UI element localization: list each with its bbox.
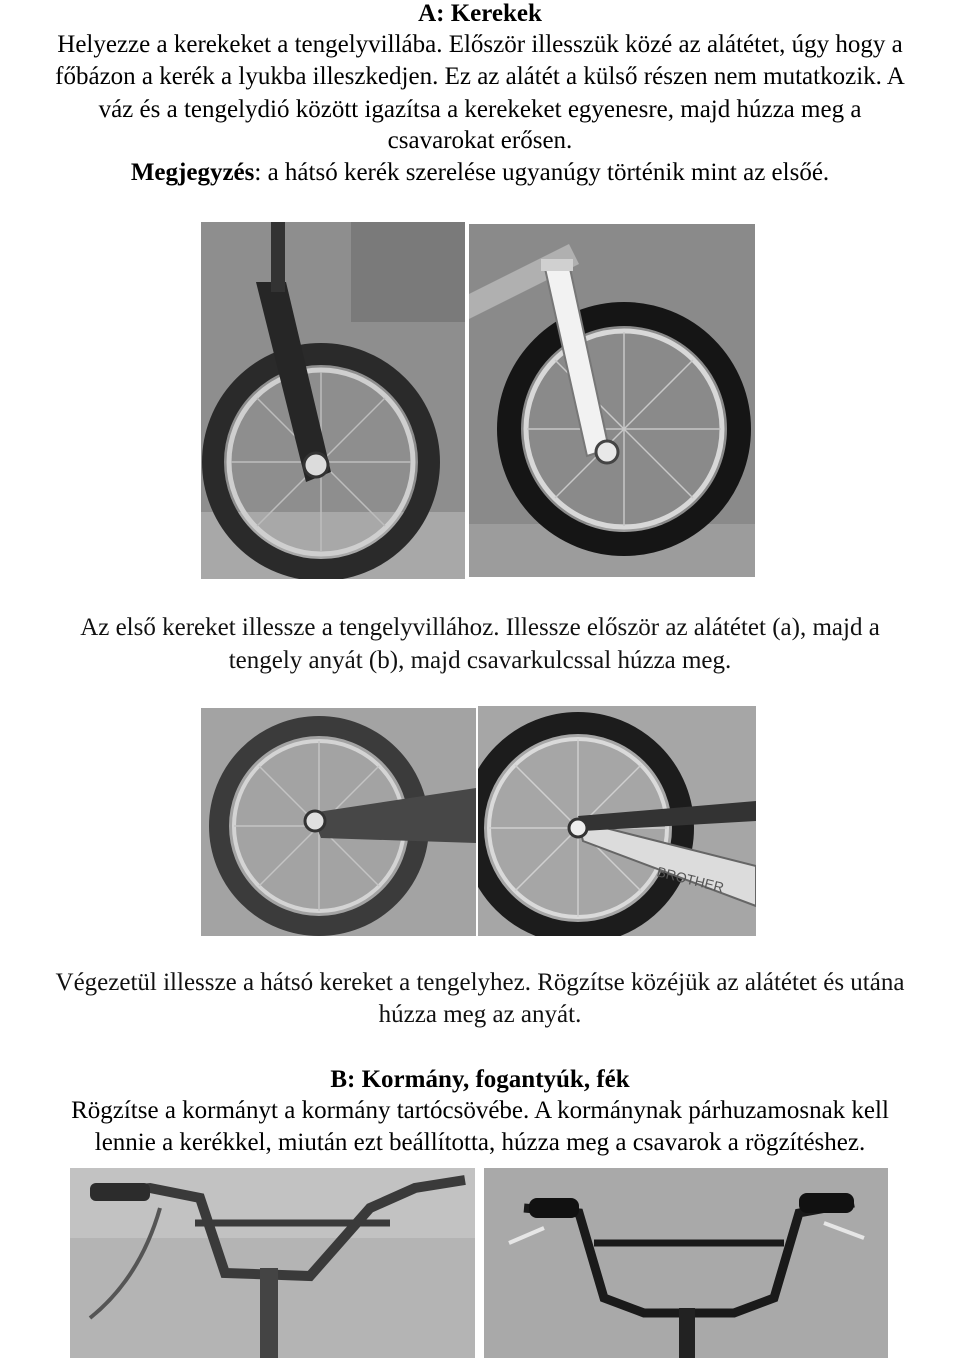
caption-front-line-2: tengely anyát (b), majd csavarkulcssal húzza meg.	[228, 647, 732, 674]
caption-rear-line-2: húzza meg az anyát.	[378, 1001, 582, 1028]
section-a-line-4: csavarokat erősen.	[387, 127, 573, 154]
section-a-note	[0, 157, 960, 188]
photo-front-wheel-fork-left	[201, 222, 465, 579]
caption-rear-line-1: Végezetül illessze a hátsó kereket a tengelyhez. Rögzítse közéjük az alátétet és utána	[55, 969, 905, 996]
photo-handlebar-left	[70, 1168, 475, 1358]
section-a-heading: A: Kerekek	[418, 0, 542, 27]
photo-handlebar-right	[484, 1168, 888, 1358]
section-b-line-2: lennie a kerékkel, miután ezt beállította, húzza meg a csavarok a rögzítéshez.	[94, 1129, 866, 1156]
photo-front-wheel-fork-right	[469, 224, 755, 577]
section-b-heading: B: Kormány, fogantyúk, fék	[330, 1066, 630, 1093]
section-b-line-1: Rögzítse a kormányt a kormány tartócsövébe. A kormánynak párhuzamosnak kell	[71, 1097, 889, 1124]
frame-brand-text: BROTHER	[655, 863, 726, 896]
section-a-line-1: Helyezze a kerekeket a tengelyvillába. Először illesszük közé az alátétet, úgy hogy a	[57, 31, 903, 58]
note-text: : a hátsó kerék szerelése ugyanúgy történik mint az elsőé.	[254, 159, 830, 186]
note-label: Megjegyzés	[130, 159, 255, 186]
section-a-line-3: váz és a tengelydió között igazítsa a kerekeket egyenesre, majd húzza meg a	[98, 96, 862, 123]
photo-rear-wheel-left	[201, 708, 476, 936]
caption-front-line-1: Az első kereket illessze a tengelyvillához. Illessze először az alátétet (a), majd a	[80, 614, 880, 641]
section-a-line-2: főbázon a kerék a lyukba illeszkedjen. Ez az alátét a külső részen nem mutatkozik. A	[55, 63, 905, 90]
photo-rear-wheel-right	[478, 706, 756, 936]
